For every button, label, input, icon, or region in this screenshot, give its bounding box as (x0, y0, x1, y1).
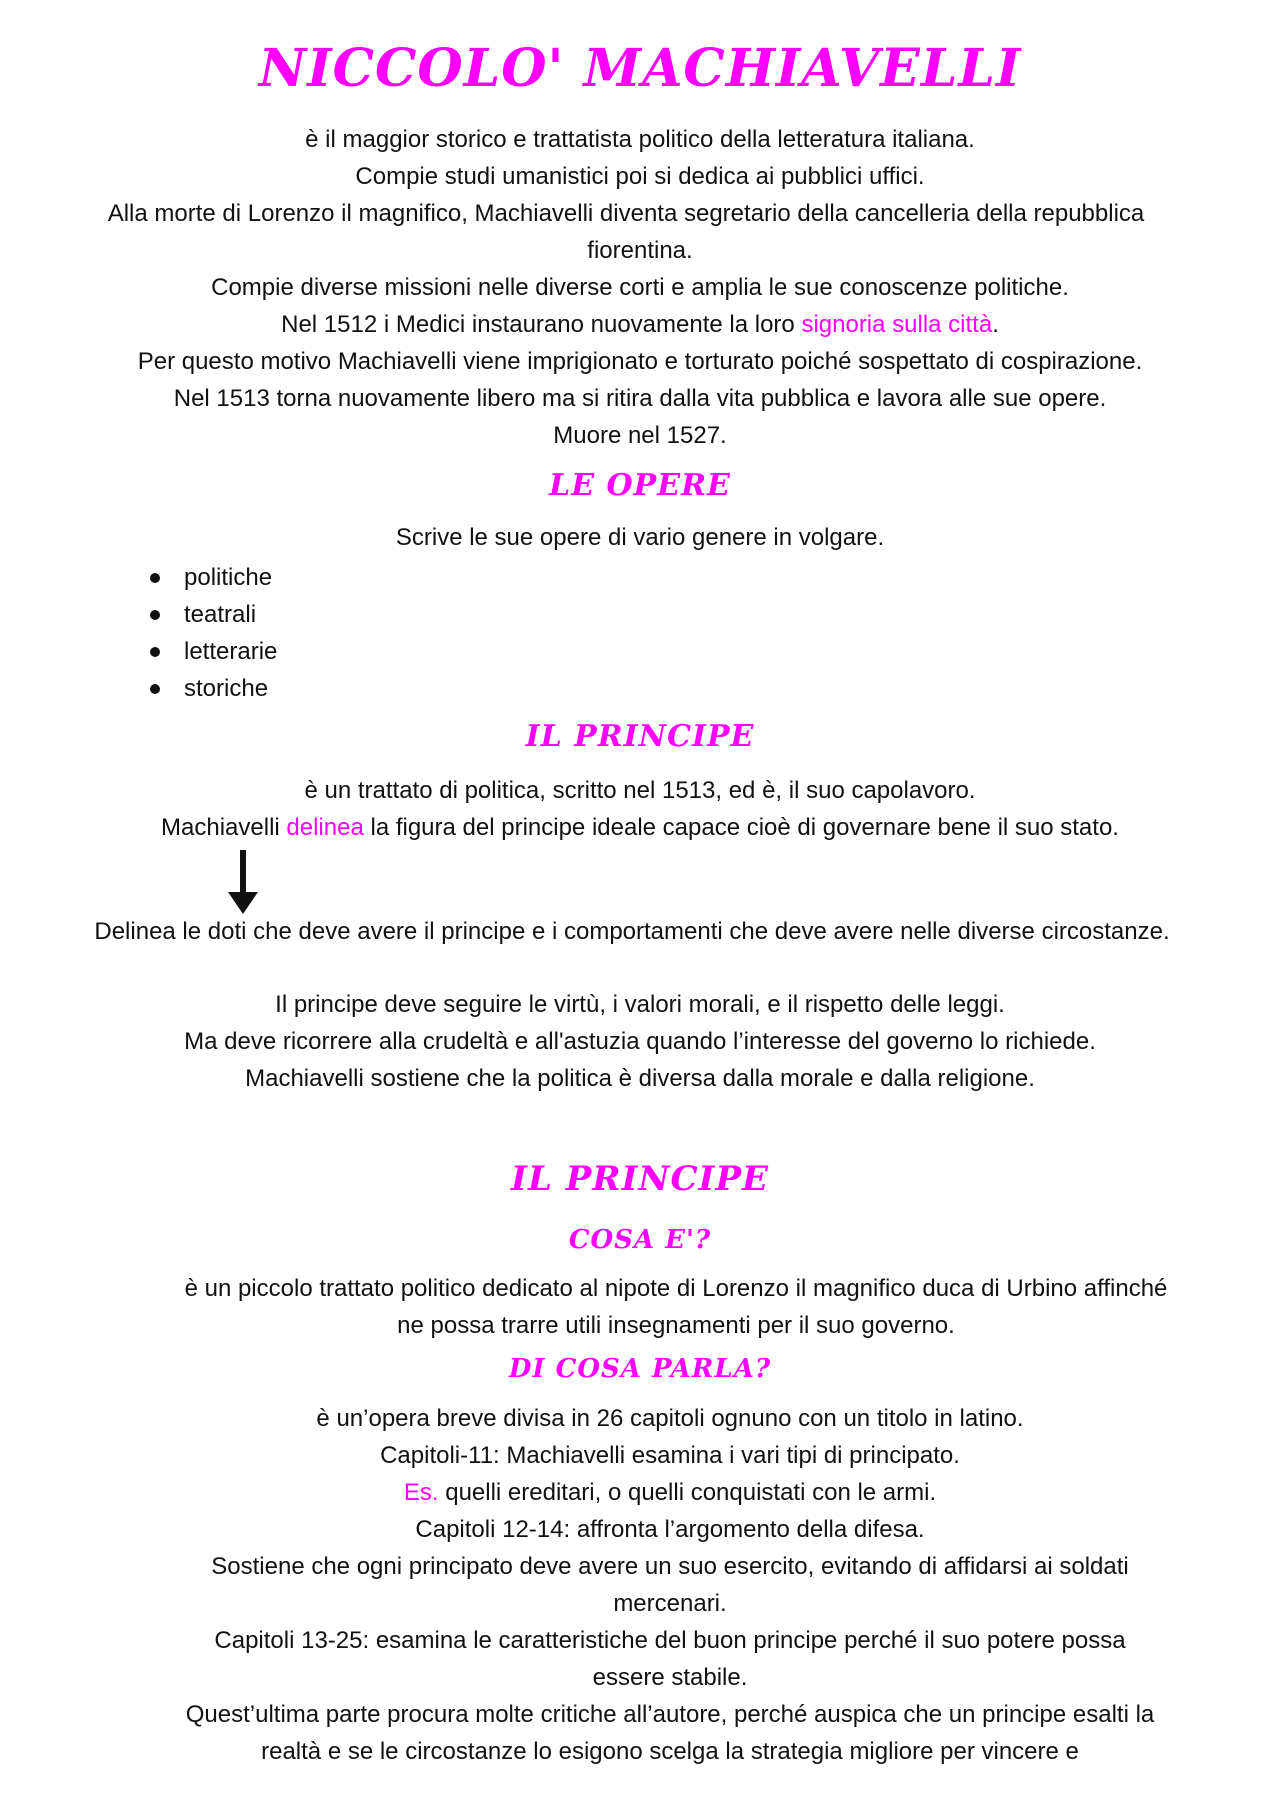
heading-cosa-e: COSA E'? (568, 1225, 712, 1255)
parla-line-6: mercenari. (613, 1590, 727, 1617)
principe-line-2-rest: la figura del principe ideale capace cioè di governare bene il suo stato. (363, 814, 1119, 841)
opere-list (146, 559, 277, 707)
parla-line-1: è un’opera breve divisa in 26 capitoli ognuno con un titolo in latino. (316, 1405, 1024, 1432)
bio-line-8: Nel 1513 torna nuovamente libero ma si ritira dalla vita pubblica e lavora alle sue opere. (173, 385, 1107, 412)
highlight-signoria: signoria sulla città (801, 311, 993, 338)
bio-line-6-text: Nel 1512 i Medici instaurano nuovamente la loro (281, 311, 802, 338)
bio-line-4: fiorentina. (587, 237, 693, 264)
bio-line-9: Muore nel 1527. (553, 422, 727, 449)
heading-di-cosa-parla: DI COSA PARLA? (508, 1354, 772, 1384)
principe-line-2 (0, 813, 1280, 843)
cosa-line-1: è un piccolo trattato politico dedicato al nipote di Lorenzo il magnifico duca di Urbino affinché (184, 1275, 1168, 1302)
parla-line-5: Sostiene che ogni principato deve avere un suo esercito, evitando di affidarsi ai soldati (211, 1553, 1129, 1580)
opere-intro: Scrive le sue opere di vario genere in volgare. (395, 524, 885, 551)
principe-line-5: Ma deve ricorrere alla crudeltà e all'astuzia quando l’interesse del governo lo richiede. (184, 1028, 1096, 1055)
bio-line-2: Compie studi umanistici poi si dedica ai pubblici uffici. (355, 163, 925, 190)
parla-line-7: Capitoli 13-25: esamina le caratteristiche del buon principe perché il suo potere possa (214, 1627, 1126, 1654)
parla-line-2: Capitoli-11: Machiavelli esamina i vari tipi di principato. (380, 1442, 960, 1469)
bio-line-7: Per questo motivo Machiavelli viene imprigionato e torturato poiché sospettato di cospirazione. (137, 348, 1143, 375)
bio-line-5: Compie diverse missioni nelle diverse corti e amplia le sue conoscenze politiche. (211, 274, 1069, 301)
parla-line-3 (30, 1478, 1280, 1508)
highlight-es: Es. (403, 1479, 439, 1506)
principe-line-1: è un trattato di politica, scritto nel 1513, ed è, il suo capolavoro. (304, 777, 976, 804)
arrow-down-icon (226, 850, 260, 916)
list-item: storiche (146, 670, 277, 707)
principe-line-6: Machiavelli sostiene che la politica è diversa dalla morale e dalla religione. (245, 1065, 1035, 1092)
bio-line-3: Alla morte di Lorenzo il magnifico, Machiavelli diventa segretario della cancelleria della repubblica (107, 200, 1145, 227)
list-item: letterarie (146, 633, 277, 670)
parla-line-3-text: quelli ereditari, o quelli conquistati con le armi. (438, 1479, 937, 1506)
cosa-line-2: ne possa trarre utili insegnamenti per il suo governo. (397, 1312, 955, 1339)
principe-line-2-text: Machiavelli (161, 814, 287, 841)
list-item: teatrali (146, 596, 277, 633)
parla-line-9: Quest’ultima parte procura molte critiche all’autore, perché auspica che un principe esalti la (185, 1701, 1155, 1728)
heading-le-opere: LE OPERE (549, 468, 731, 503)
principe-line-3: Delinea le doti che deve avere il principe e i comportamenti che deve avere nelle diverse circostanze. (94, 918, 1170, 945)
list-item: politiche (146, 559, 277, 596)
heading-il-principe: IL PRINCIPE (525, 719, 755, 754)
heading-il-principe-2: IL PRINCIPE (511, 1159, 769, 1199)
bio-line-6 (0, 310, 1280, 340)
parla-line-4: Capitoli 12-14: affronta l’argomento della difesa. (415, 1516, 925, 1543)
principe-line-4: Il principe deve seguire le virtù, i valori morali, e il rispetto delle leggi. (275, 991, 1005, 1018)
highlight-delinea: delinea (286, 814, 364, 841)
page-title: NICCOLO' MACHIAVELLI (258, 38, 1022, 99)
bio-line-6-end: . (992, 311, 999, 338)
parla-line-10: realtà e se le circostanze lo esigono scelga la strategia migliore per vincere e (261, 1738, 1079, 1765)
bio-line-1: è il maggior storico e trattatista politico della letteratura italiana. (305, 126, 975, 153)
parla-line-8: essere stabile. (592, 1664, 748, 1691)
